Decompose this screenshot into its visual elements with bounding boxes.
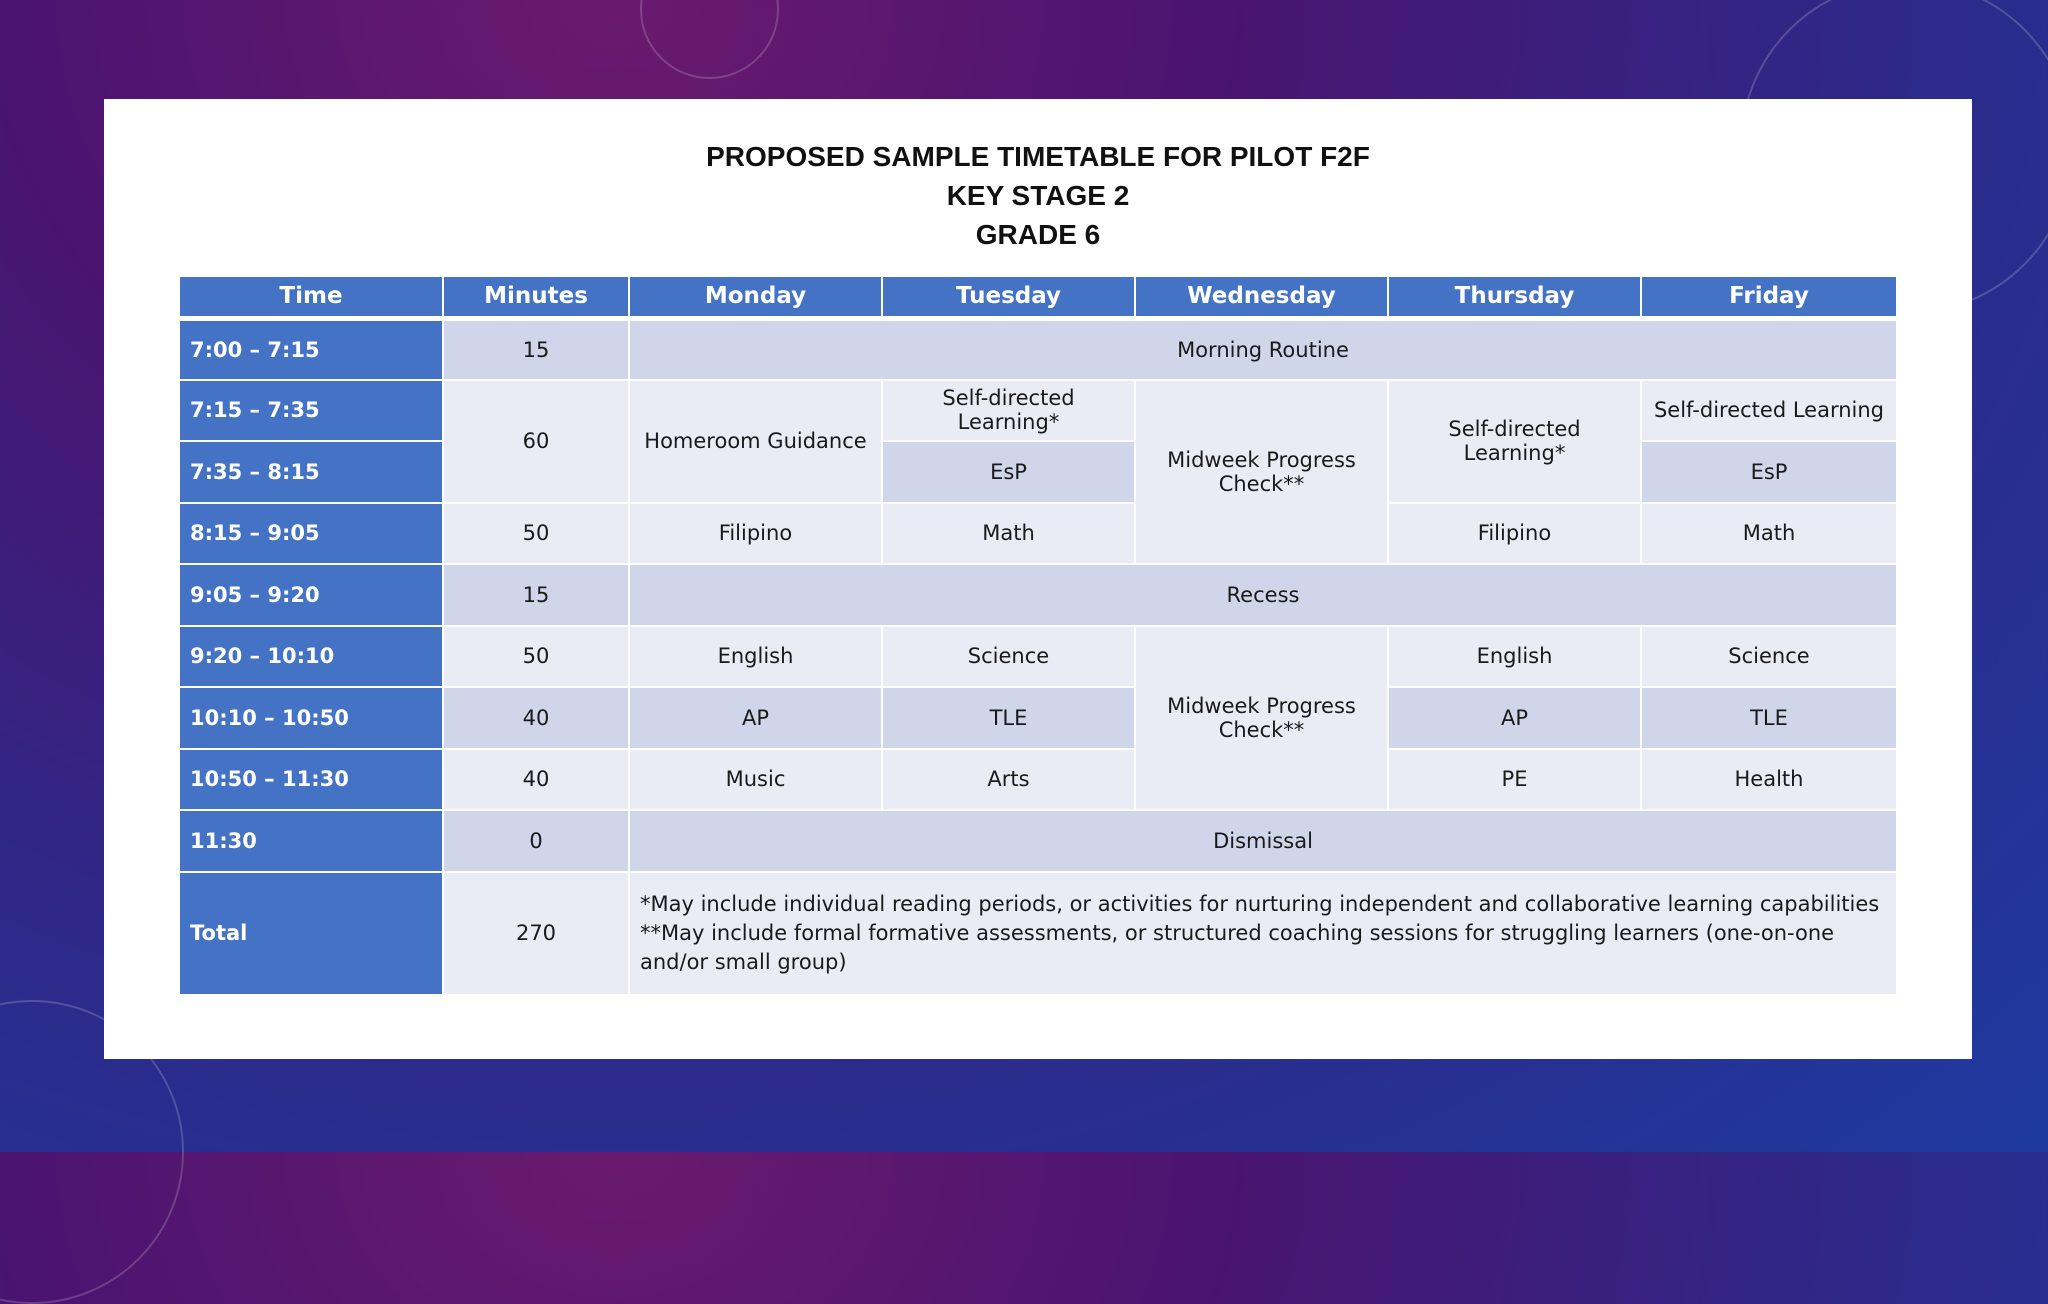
tuesday-cell: TLE bbox=[882, 687, 1135, 749]
header-time: Time bbox=[179, 276, 443, 318]
title-line-3: GRADE 6 bbox=[975, 219, 1101, 250]
minutes-cell: 50 bbox=[443, 503, 629, 565]
total-minutes: 270 bbox=[443, 872, 629, 995]
table-row bbox=[179, 626, 1897, 688]
friday-cell: Health bbox=[1641, 749, 1897, 811]
wednesday-cell: Midweek Progress Check** bbox=[1135, 626, 1388, 811]
table-row bbox=[179, 318, 1897, 380]
time-cell: 9:20 – 10:10 bbox=[179, 626, 443, 688]
minutes-cell: 0 bbox=[443, 810, 629, 872]
thursday-cell: PE bbox=[1388, 749, 1641, 811]
minutes-cell: 50 bbox=[443, 626, 629, 688]
footnote-1: *May include individual reading periods, or activities for nurturing independent and collaborative learning capabilities bbox=[640, 891, 1880, 916]
friday-cell: Math bbox=[1641, 503, 1897, 565]
time-cell: 7:15 – 7:35 bbox=[179, 380, 443, 442]
header-tuesday: Tuesday bbox=[882, 276, 1135, 318]
title-line-1: PROPOSED SAMPLE TIMETABLE FOR PILOT F2F bbox=[706, 141, 1370, 172]
footnotes-cell bbox=[629, 872, 1897, 995]
total-label: Total bbox=[179, 872, 443, 995]
friday-cell: Science bbox=[1641, 626, 1897, 688]
time-cell: 7:00 – 7:15 bbox=[179, 318, 443, 380]
slide bbox=[104, 99, 1972, 1059]
background-ring-top bbox=[640, 0, 779, 79]
morning-routine-cell: Morning Routine bbox=[629, 318, 1897, 380]
wednesday-cell: Midweek Progress Check** bbox=[1135, 380, 1388, 565]
title-line-2: KEY STAGE 2 bbox=[946, 180, 1130, 211]
minutes-cell: 60 bbox=[443, 380, 629, 503]
tuesday-cell: EsP bbox=[882, 441, 1135, 503]
header-thursday: Thursday bbox=[1388, 276, 1641, 318]
table-row bbox=[179, 810, 1897, 872]
time-cell: 10:50 – 11:30 bbox=[179, 749, 443, 811]
tuesday-cell: Self-directed Learning* bbox=[882, 380, 1135, 442]
time-cell: 8:15 – 9:05 bbox=[179, 503, 443, 565]
thursday-cell: AP bbox=[1388, 687, 1641, 749]
time-cell: 7:35 – 8:15 bbox=[179, 441, 443, 503]
timetable-title bbox=[104, 137, 1972, 254]
minutes-cell: 40 bbox=[443, 687, 629, 749]
tuesday-cell: Math bbox=[882, 503, 1135, 565]
monday-cell: AP bbox=[629, 687, 882, 749]
recess-cell: Recess bbox=[629, 564, 1897, 626]
time-cell: 9:05 – 9:20 bbox=[179, 564, 443, 626]
footnote-2: **May include formal formative assessments, or structured coaching sessions for struggling learners (one-on-one and/or small group) bbox=[640, 920, 1835, 974]
header-minutes: Minutes bbox=[443, 276, 629, 318]
table-row bbox=[179, 380, 1897, 442]
header-monday: Monday bbox=[629, 276, 882, 318]
header-row bbox=[179, 276, 1897, 318]
monday-cell: Music bbox=[629, 749, 882, 811]
total-row bbox=[179, 872, 1897, 995]
timetable bbox=[178, 275, 1898, 996]
time-cell: 11:30 bbox=[179, 810, 443, 872]
minutes-cell: 40 bbox=[443, 749, 629, 811]
header-wednesday: Wednesday bbox=[1135, 276, 1388, 318]
tuesday-cell: Arts bbox=[882, 749, 1135, 811]
minutes-cell: 15 bbox=[443, 318, 629, 380]
table-row bbox=[179, 503, 1897, 565]
friday-cell: EsP bbox=[1641, 441, 1897, 503]
time-cell: 10:10 – 10:50 bbox=[179, 687, 443, 749]
dismissal-cell: Dismissal bbox=[629, 810, 1897, 872]
thursday-cell: Filipino bbox=[1388, 503, 1641, 565]
friday-cell: TLE bbox=[1641, 687, 1897, 749]
friday-cell: Self-directed Learning bbox=[1641, 380, 1897, 442]
thursday-cell: Self-directed Learning* bbox=[1388, 380, 1641, 503]
table-row bbox=[179, 687, 1897, 749]
minutes-cell: 15 bbox=[443, 564, 629, 626]
thursday-cell: English bbox=[1388, 626, 1641, 688]
monday-cell: English bbox=[629, 626, 882, 688]
table-row bbox=[179, 749, 1897, 811]
table-row bbox=[179, 564, 1897, 626]
header-friday: Friday bbox=[1641, 276, 1897, 318]
tuesday-cell: Science bbox=[882, 626, 1135, 688]
monday-cell: Filipino bbox=[629, 503, 882, 565]
monday-cell: Homeroom Guidance bbox=[629, 380, 882, 503]
